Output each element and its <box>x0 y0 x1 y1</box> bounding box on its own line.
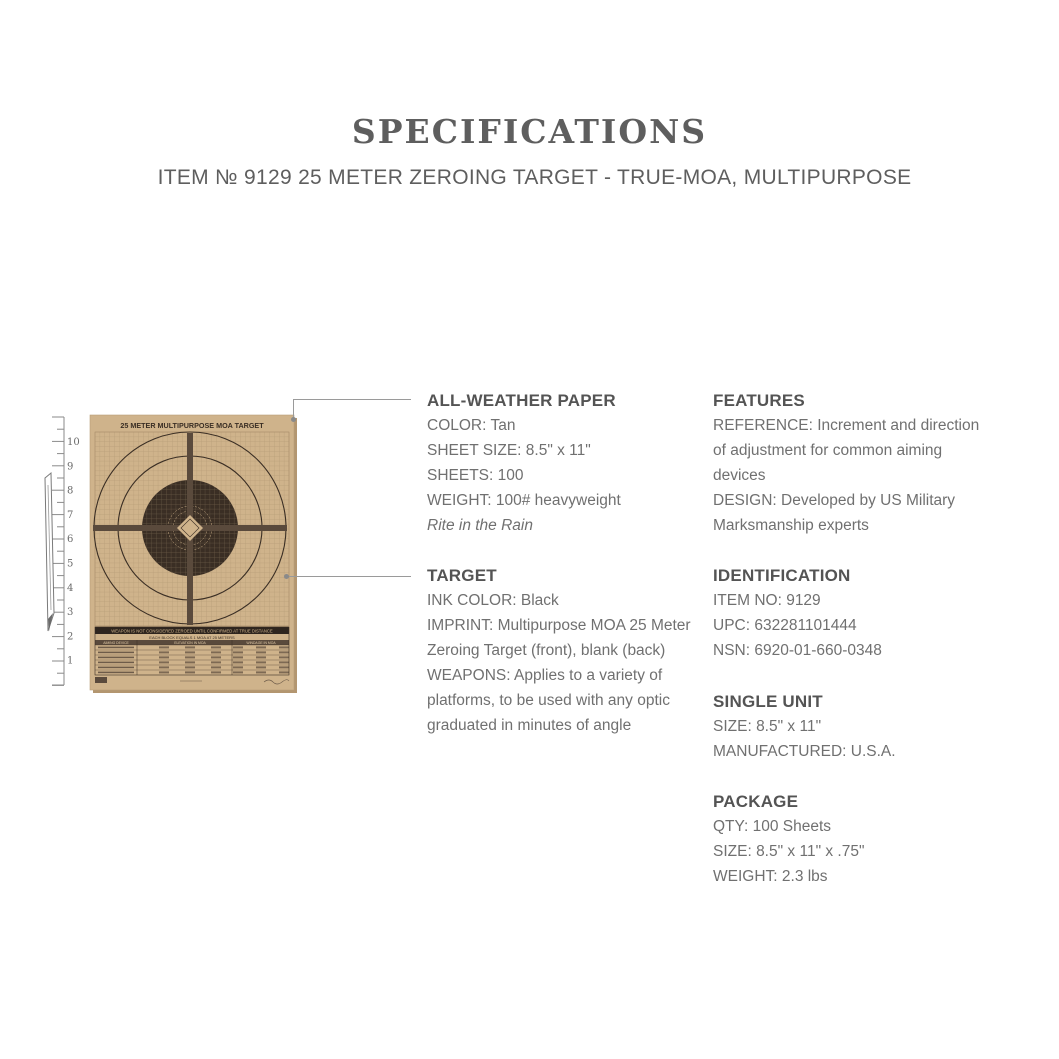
spec-line: WEAPONS: Applies to a variety of <box>427 667 663 684</box>
target-callout-dot <box>284 574 289 579</box>
sheet-title: 25 METER MULTIPURPOSE MOA TARGET <box>120 421 264 430</box>
section-all-weather-paper <box>427 388 621 538</box>
col-header-aiming: AIMING DEVICE <box>103 641 129 645</box>
spec-line: SHEETS: 100 <box>427 467 524 484</box>
spec-line: WEIGHT: 2.3 lbs <box>713 868 828 885</box>
spec-line: ITEM NO: 9129 <box>713 592 821 609</box>
ruler-label: 3 <box>67 607 74 619</box>
col-header-windage: WINDAGE IN MOA <box>246 641 276 645</box>
target-sheet <box>90 415 297 693</box>
spec-line: SHEET SIZE: 8.5" x 11" <box>427 442 591 459</box>
section-heading: IDENTIFICATION <box>713 566 851 585</box>
spec-line: graduated in minutes of angle <box>427 717 632 734</box>
section-heading: TARGET <box>427 566 497 585</box>
spec-line: QTY: 100 Sheets <box>713 818 832 835</box>
ruler-label: 5 <box>67 558 74 570</box>
ruler-label: 6 <box>67 534 74 546</box>
brand-logo-icon <box>95 677 107 683</box>
col-header-elevation: ELEVATION IN MOA <box>174 641 206 645</box>
section-package <box>713 789 864 889</box>
paper-callout-drop <box>293 399 294 419</box>
spec-line: COLOR: Tan <box>427 417 516 434</box>
spec-line: Zeroing Target (front), blank (back) <box>427 642 666 659</box>
spec-line: INK COLOR: Black <box>427 592 559 609</box>
ruler-label: 9 <box>67 461 74 473</box>
spec-line: REFERENCE: Increment and direction <box>713 417 980 434</box>
section-heading: PACKAGE <box>713 792 799 811</box>
ruler-label: 8 <box>67 485 74 497</box>
spec-line: of adjustment for common aiming <box>713 442 943 459</box>
section-identification <box>713 563 882 663</box>
spec-line: IMPRINT: Multipurpose MOA 25 Meter <box>427 617 691 634</box>
spec-line: Marksmanship experts <box>713 517 869 534</box>
spec-line: SIZE: 8.5" x 11" <box>713 718 822 735</box>
section-single-unit <box>713 689 896 764</box>
ruler-label: 2 <box>67 631 74 643</box>
target-sheet-illustration <box>40 405 300 700</box>
spec-line: MANUFACTURED: U.S.A. <box>713 743 896 760</box>
brand-name: Rite in the Rain <box>427 517 533 534</box>
spec-line: devices <box>713 467 766 484</box>
paper-callout-dot <box>291 417 296 422</box>
page-title: SPECIFICATIONS <box>351 112 708 151</box>
section-heading: ALL-WEATHER PAPER <box>427 391 616 410</box>
section-target <box>427 563 691 738</box>
spec-line: UPC: 632281101444 <box>713 617 857 634</box>
ruler-label: 7 <box>67 509 74 521</box>
ruler-label: 4 <box>67 582 74 594</box>
section-heading: FEATURES <box>713 391 805 410</box>
spec-line: SIZE: 8.5" x 11" x .75" <box>713 843 865 860</box>
page-subtitle: ITEM № 9129 25 METER ZEROING TARGET - TRUE-MOA, MULTIPURPOSE <box>157 166 912 189</box>
spec-line: platforms, to be used with any optic <box>427 692 670 709</box>
table-subtitle: EACH BLOCK EQUALS 1 MOA AT 25 METERS <box>149 635 235 640</box>
paper-callout-line <box>293 399 411 400</box>
section-heading: SINGLE UNIT <box>713 692 823 711</box>
section-features <box>713 388 979 538</box>
table-title: WEAPON IS NOT CONSIDERED ZEROED UNTIL CONFIRMED AT TRUE DISTANCE <box>111 628 273 634</box>
ruler-label: 1 <box>67 655 74 667</box>
spec-line: NSN: 6920-01-660-0348 <box>713 642 882 659</box>
ruler-labels <box>67 437 80 667</box>
target-callout-line <box>288 576 411 577</box>
spec-line: DESIGN: Developed by US Military <box>713 492 956 509</box>
ruler <box>52 417 64 685</box>
ruler-label: 10 <box>67 437 80 448</box>
spec-line: WEIGHT: 100# heavyweight <box>427 492 621 509</box>
pencil-icon <box>45 473 54 631</box>
